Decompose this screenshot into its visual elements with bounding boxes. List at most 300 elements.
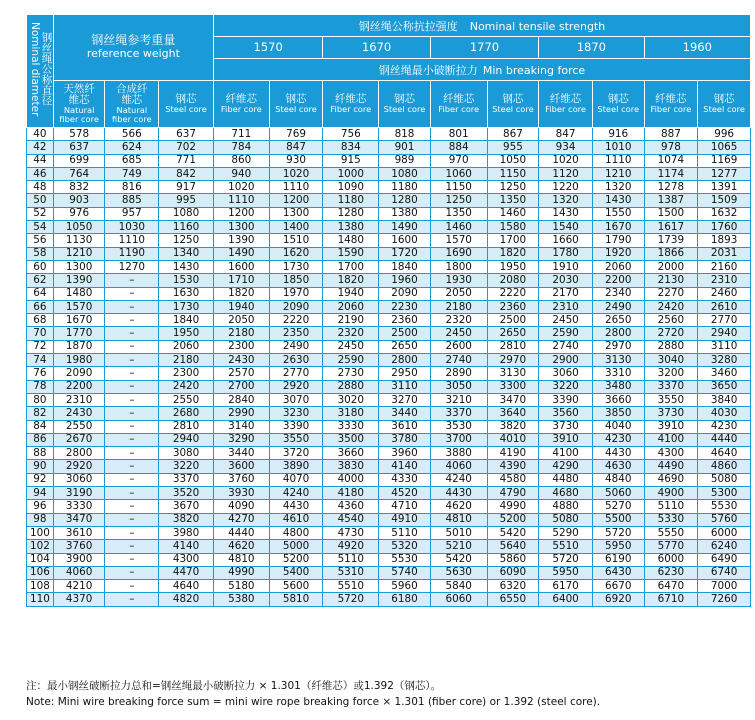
value-cell: 4370 [53,593,105,606]
value-cell: 1720 [379,247,431,260]
value-cell: 3670 [159,500,214,513]
value-cell: 1840 [379,260,431,273]
value-cell: 2320 [323,327,379,340]
value-cell: – [105,487,159,500]
diameter-cell: 100 [27,526,54,539]
value-cell: 4860 [698,460,751,473]
value-cell: 3080 [159,447,214,460]
value-cell: 1690 [430,247,487,260]
value-cell: 1387 [644,194,698,207]
fiber-core-header [430,81,487,128]
value-cell: 1460 [487,207,539,220]
value-cell: 1760 [698,221,751,234]
tensile-strength-en: Nominal tensile strength [469,20,606,34]
value-cell: 3050 [430,380,487,393]
value-cell: 4430 [430,487,487,500]
value-cell: – [105,287,159,300]
table-row [27,473,751,486]
value-cell: 6000 [698,526,751,539]
value-cell: – [105,433,159,446]
value-cell: 4140 [159,540,214,553]
value-cell: 764 [53,167,105,180]
value-cell: 2650 [487,327,539,340]
value-cell: 4330 [379,473,431,486]
value-cell: 901 [379,141,431,154]
value-cell: 1300 [213,221,269,234]
value-cell: 5400 [269,566,323,579]
table-row [27,540,751,553]
value-cell: 2490 [592,300,644,313]
value-cell: 1510 [269,234,323,247]
table-row [27,300,751,313]
value-cell: 5010 [430,526,487,539]
value-cell: 3370 [644,380,698,393]
diameter-header-en: Nominal diameter [28,21,41,116]
value-cell: 1020 [213,181,269,194]
value-cell: 3210 [430,393,487,406]
value-cell: 4690 [644,473,698,486]
value-cell: 4140 [379,460,431,473]
value-cell: 1169 [698,154,751,167]
fiber-core-cn: 纤维芯 [655,93,687,106]
value-cell: 4610 [269,513,323,526]
core-type-row [27,81,751,128]
value-cell: 4290 [539,460,593,473]
value-cell: 1870 [53,340,105,353]
diameter-cell: 68 [27,314,54,327]
steel-core-header [592,81,644,128]
value-cell: 3180 [323,407,379,420]
weight-col-cn-line1: 天然纤 [63,83,95,96]
value-cell: 3330 [53,500,105,513]
value-cell: 5290 [539,526,593,539]
diameter-cell: 46 [27,167,54,180]
value-cell: – [105,300,159,313]
value-cell: 3610 [53,526,105,539]
value-cell: 1893 [698,234,751,247]
value-cell: 1065 [698,141,751,154]
diameter-cell: 106 [27,566,54,579]
diameter-cell: 76 [27,367,54,380]
table-row [27,460,751,473]
value-cell: 3530 [430,420,487,433]
value-cell: 2180 [213,327,269,340]
note-cn: 注：最小钢丝破断拉力总和=钢丝绳最小破断拉力 × 1.301（纤维芯）或1.392（钢芯）。 [26,680,442,692]
value-cell: 3900 [53,553,105,566]
weight-col-cn-line2: 维芯 [121,94,143,107]
value-cell: 2490 [269,340,323,353]
value-cell: 2740 [539,340,593,353]
tensile-strength-cn: 钢丝绳公称抗拉强度 [358,20,458,34]
value-cell: 4230 [698,420,751,433]
value-cell: 3660 [592,393,644,406]
value-cell: 3200 [644,367,698,380]
value-cell: 834 [323,141,379,154]
value-cell: 3840 [698,393,751,406]
value-cell: – [105,460,159,473]
weight-col-cn-line1: 钢芯 [175,93,197,106]
value-cell: 1700 [323,260,379,273]
value-cell: 624 [105,141,159,154]
value-cell: 4680 [539,487,593,500]
value-cell: – [105,420,159,433]
value-cell: 1000 [323,167,379,180]
value-cell: 1250 [430,194,487,207]
value-cell: 1980 [53,354,105,367]
value-cell: 6430 [592,566,644,579]
value-cell: 5640 [487,540,539,553]
value-cell: 4490 [644,460,698,473]
table-row [27,260,751,273]
value-cell: 6060 [430,593,487,606]
table-row [27,340,751,353]
value-cell: 4270 [213,513,269,526]
value-cell: 4040 [592,420,644,433]
value-cell: 2160 [698,260,751,273]
diameter-cell: 102 [27,540,54,553]
value-cell: 4030 [698,407,751,420]
value-cell: 1390 [53,274,105,287]
value-cell: 1490 [213,247,269,260]
value-cell: 3140 [213,420,269,433]
value-cell: – [105,367,159,380]
value-cell: 915 [323,154,379,167]
value-cell: 1200 [213,207,269,220]
table-row [27,194,751,207]
value-cell: 3110 [698,340,751,353]
value-cell: 2880 [323,380,379,393]
weight-col-en-line1: Natural [116,105,148,116]
value-cell: 6180 [379,593,431,606]
value-cell: 1390 [213,234,269,247]
diameter-cell: 40 [27,128,54,141]
value-cell: 2810 [159,420,214,433]
value-cell: 2420 [644,300,698,313]
value-cell: 6170 [539,580,593,593]
value-cell: 1120 [539,167,593,180]
value-cell: 4000 [323,473,379,486]
value-cell: 3220 [159,460,214,473]
value-cell: 4430 [269,500,323,513]
value-cell: 2090 [379,287,431,300]
value-cell: 3040 [644,354,698,367]
value-cell: 5810 [269,593,323,606]
steel-core-cn: 钢芯 [713,93,735,106]
diameter-cell: 98 [27,513,54,526]
value-cell: 3370 [430,407,487,420]
table-row [27,207,751,220]
value-cell: 2180 [159,354,214,367]
value-cell: 6920 [592,593,644,606]
value-cell: 1030 [105,221,159,234]
value-cell: 1509 [698,194,751,207]
value-cell: 3230 [269,407,323,420]
notes [26,678,751,710]
value-cell: 2230 [379,300,431,313]
value-cell: 2950 [379,367,431,380]
value-cell: 5420 [487,526,539,539]
value-cell: 5860 [487,553,539,566]
value-cell: 1940 [323,287,379,300]
value-cell: 3980 [159,526,214,539]
value-cell: 3190 [53,487,105,500]
value-cell: 5080 [539,513,593,526]
value-cell: 4990 [487,500,539,513]
value-cell: 1430 [159,260,214,273]
value-cell: 2060 [592,260,644,273]
value-cell: 1300 [53,260,105,273]
value-cell: 1820 [487,247,539,260]
value-cell: 1220 [539,181,593,194]
value-cell: 3520 [159,487,214,500]
value-cell: 4880 [539,500,593,513]
reference-weight-header [53,15,213,81]
value-cell: 917 [159,181,214,194]
value-cell: 5330 [644,513,698,526]
value-cell: 4010 [487,433,539,446]
value-cell: 2550 [159,393,214,406]
fiber-core-en: Fiber core [438,104,480,115]
value-cell: 1730 [269,260,323,273]
value-cell: 5720 [323,593,379,606]
value-cell: 3820 [159,513,214,526]
diameter-cell: 82 [27,407,54,420]
value-cell: 2610 [698,300,751,313]
diameter-cell: 44 [27,154,54,167]
value-cell: 916 [592,128,644,141]
value-cell: 4060 [430,460,487,473]
value-cell: 1010 [592,141,644,154]
value-cell: – [105,447,159,460]
value-cell: 1320 [539,194,593,207]
value-cell: – [105,593,159,606]
steel-core-header [698,81,751,128]
value-cell: 3760 [53,540,105,553]
reference-weight-cn: 钢丝绳参考重量 [91,33,176,48]
reference-weight-en: reference weight [86,47,180,61]
value-cell: 1670 [53,314,105,327]
diameter-cell: 108 [27,580,54,593]
value-cell: 887 [644,128,698,141]
steel-core-en: Steel core [597,104,640,115]
diameter-cell: 72 [27,340,54,353]
table-row [27,234,751,247]
value-cell: 5110 [644,500,698,513]
value-cell: 5950 [539,566,593,579]
value-cell: 1530 [159,274,214,287]
value-cell: 1730 [159,300,214,313]
table-row [27,433,751,446]
value-cell: 3760 [213,473,269,486]
value-cell: 5530 [379,553,431,566]
value-cell: 2430 [213,354,269,367]
steel-core-cn: 钢芯 [393,93,415,106]
value-cell: 2360 [487,300,539,313]
value-cell: 1600 [379,234,431,247]
value-cell: 6230 [644,566,698,579]
table-row [27,447,751,460]
value-cell: – [105,407,159,420]
value-cell: 3220 [539,380,593,393]
value-cell: – [105,327,159,340]
value-cell: 3550 [644,393,698,406]
diameter-cell: 80 [27,393,54,406]
table-row [27,247,751,260]
value-cell: 2060 [159,340,214,353]
value-cell: 1770 [53,327,105,340]
value-cell: 1020 [269,167,323,180]
value-cell: 1540 [539,221,593,234]
value-cell: 1277 [698,167,751,180]
value-cell: 7260 [698,593,751,606]
weight-col-en-line1: Natural [63,105,95,116]
note-en: Note: Mini wire breaking force sum = mini wire rope breaking force × 1.301 (fiber core) or 1.392 (steel core). [26,696,601,708]
value-cell: 3330 [323,420,379,433]
value-cell: 4240 [430,473,487,486]
value-cell: 1300 [269,207,323,220]
table-row [27,420,751,433]
value-cell: 1020 [539,154,593,167]
value-cell: 1280 [379,194,431,207]
value-cell: 1110 [592,154,644,167]
value-cell: 4640 [698,447,751,460]
value-cell: 6470 [644,580,698,593]
table-row [27,327,751,340]
fiber-core-header [213,81,269,128]
value-cell: 2460 [698,287,751,300]
value-cell: 930 [269,154,323,167]
value-cell: 1790 [592,234,644,247]
value-cell: 1460 [430,221,487,234]
value-cell: 5320 [379,540,431,553]
value-cell: 3550 [269,433,323,446]
value-cell: 3440 [213,447,269,460]
value-cell: 884 [430,141,487,154]
value-cell: 3060 [53,473,105,486]
value-cell: 2590 [539,327,593,340]
value-cell: 3720 [269,447,323,460]
value-cell: 3650 [698,380,751,393]
steel-core-cn: 钢芯 [502,93,524,106]
value-cell: 6670 [592,580,644,593]
value-cell: 1570 [53,300,105,313]
value-cell: 1739 [644,234,698,247]
table-row [27,181,751,194]
value-cell: 903 [53,194,105,207]
value-cell: 4210 [53,580,105,593]
value-cell: 1800 [430,260,487,273]
value-cell: 970 [430,154,487,167]
value-cell: 2310 [698,274,751,287]
value-cell: 2350 [269,327,323,340]
value-cell: 2050 [213,314,269,327]
value-cell: 1950 [159,327,214,340]
value-cell: 6000 [644,553,698,566]
value-cell: 3500 [323,433,379,446]
value-cell: 934 [539,141,593,154]
diameter-header-cn: 钢丝绳公称直径 [40,32,53,106]
value-cell: 1080 [159,207,214,220]
value-cell: 3020 [323,393,379,406]
value-cell: 6400 [539,593,593,606]
value-cell: 3780 [379,433,431,446]
value-cell: 1500 [644,207,698,220]
value-cell: 1630 [159,287,214,300]
value-cell: 5840 [430,580,487,593]
value-cell: 2810 [487,340,539,353]
value-cell: 1080 [379,167,431,180]
value-cell: – [105,274,159,287]
value-cell: 2700 [213,380,269,393]
fiber-core-header [539,81,593,128]
diameter-cell: 66 [27,300,54,313]
weight-col-header [105,81,159,128]
value-cell: 2650 [592,314,644,327]
value-cell: 2890 [430,367,487,380]
value-cell: 2030 [539,274,593,287]
value-cell: 5300 [698,487,751,500]
table-row [27,154,751,167]
value-cell: 3830 [323,460,379,473]
value-cell: 5960 [379,580,431,593]
value-cell: 6710 [644,593,698,606]
value-cell: 5210 [430,540,487,553]
value-cell: 5740 [379,566,431,579]
value-cell: 2080 [487,274,539,287]
value-cell: 1250 [159,234,214,247]
weight-col-cn-line1: 合成纤 [116,83,148,96]
value-cell: 2420 [159,380,214,393]
value-cell: 2450 [323,340,379,353]
value-cell: 5110 [379,526,431,539]
value-cell: – [105,526,159,539]
value-cell: 2031 [698,247,751,260]
value-cell: 1780 [539,247,593,260]
fiber-core-en: Fiber core [650,104,692,115]
value-cell: 4070 [269,473,323,486]
value-cell: 3390 [539,393,593,406]
value-cell: 566 [105,128,159,141]
value-cell: 1110 [269,181,323,194]
value-cell: 1190 [105,247,159,260]
value-cell: 6740 [698,566,751,579]
table-row [27,566,751,579]
value-cell: 7000 [698,580,751,593]
value-cell: 5080 [698,473,751,486]
value-cell: 2270 [644,287,698,300]
diameter-cell: 78 [27,380,54,393]
fiber-core-header [323,81,379,128]
steel-core-en: Steel core [703,104,745,115]
value-cell: 867 [487,128,539,141]
value-cell: 4710 [379,500,431,513]
fiber-core-en: Fiber core [220,104,262,115]
min-breaking-cn: 钢丝绳最小破断拉力 [378,64,478,78]
value-cell: 1617 [644,221,698,234]
diameter-header [27,15,54,128]
diameter-cell: 74 [27,354,54,367]
value-cell: 5420 [430,553,487,566]
value-cell: 989 [379,154,431,167]
value-cell: 2550 [53,420,105,433]
value-cell: – [105,553,159,566]
value-cell: 957 [105,207,159,220]
value-cell: – [105,566,159,579]
value-cell: 4440 [698,433,751,446]
value-cell: 1400 [269,221,323,234]
table-row [27,141,751,154]
value-cell: 5000 [269,540,323,553]
